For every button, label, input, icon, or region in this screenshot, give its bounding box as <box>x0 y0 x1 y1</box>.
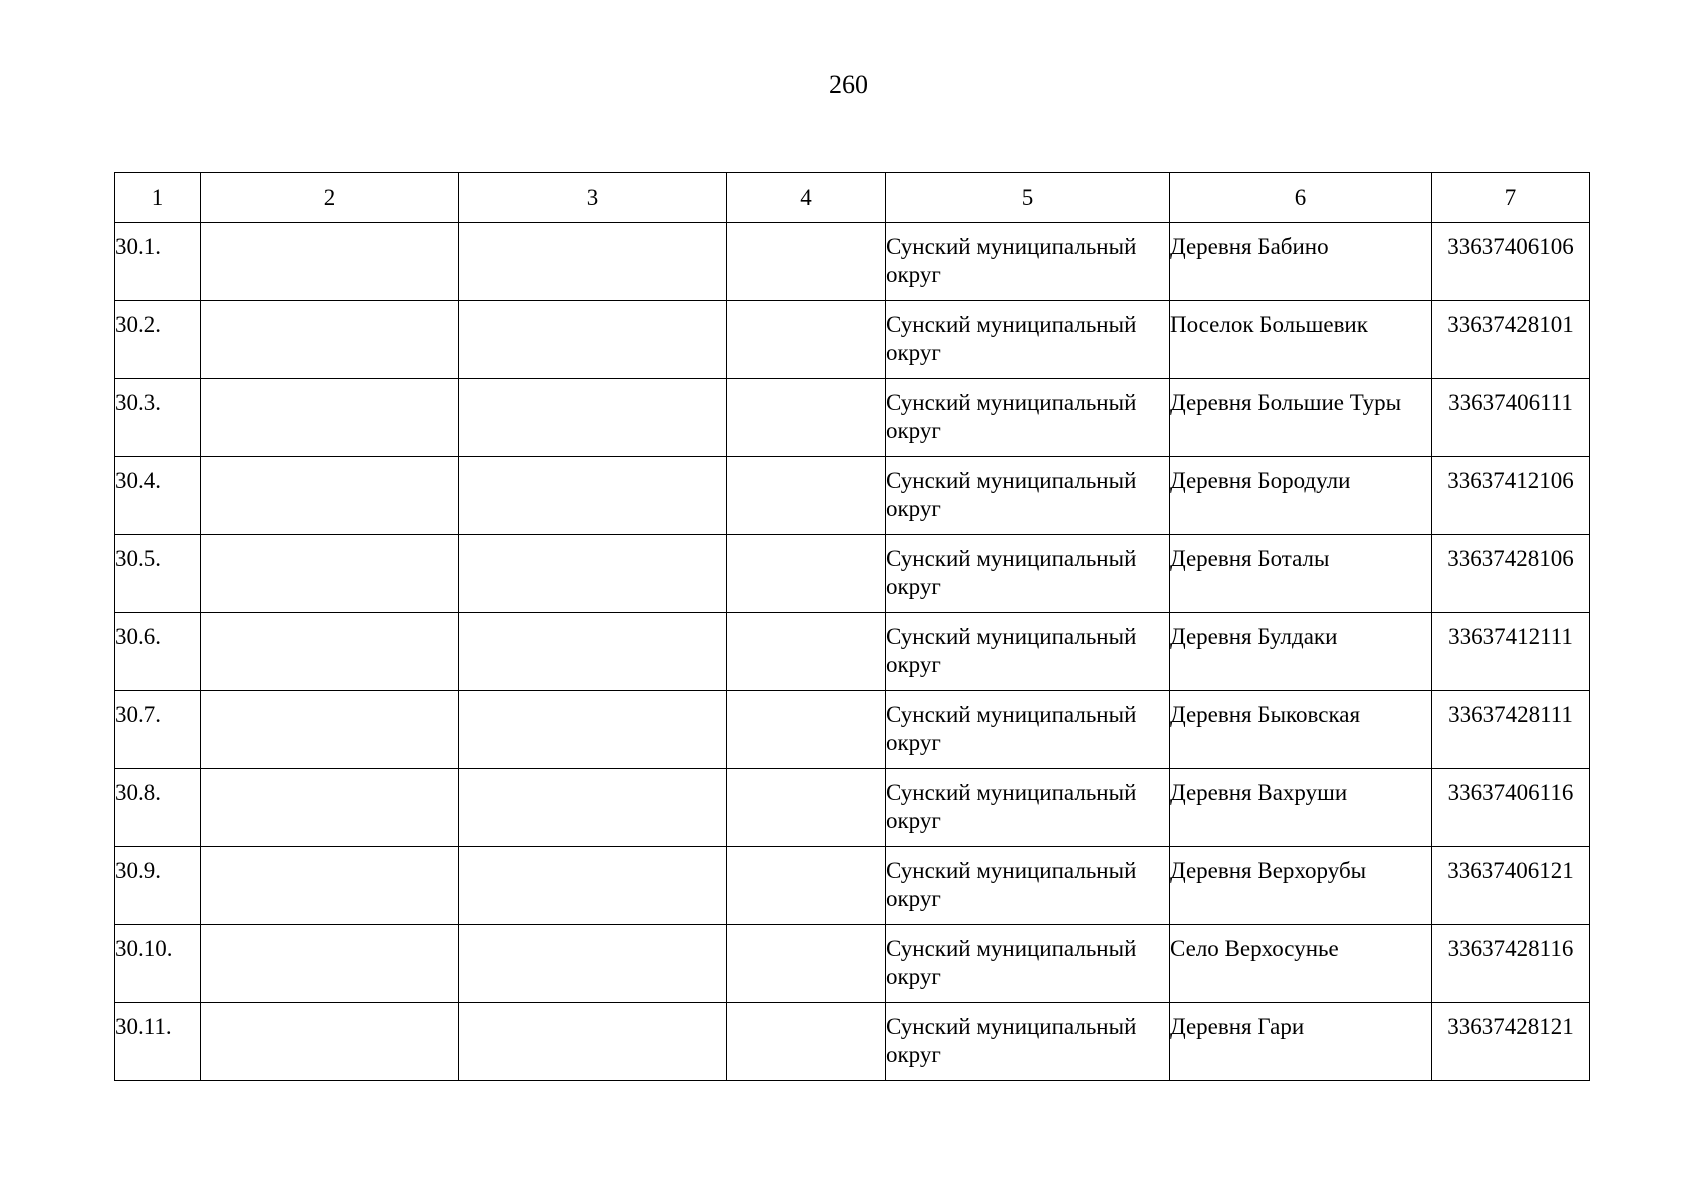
empty-cell-2 <box>201 925 459 1003</box>
header-cell-4: 4 <box>727 173 886 223</box>
table-row <box>115 925 1590 1003</box>
row-number-cell: 30.5. <box>115 535 201 613</box>
empty-cell-2 <box>201 769 459 847</box>
settlement-cell: Деревня Бородули <box>1170 457 1432 535</box>
empty-cell-2 <box>201 613 459 691</box>
settlement-cell: Деревня Боталы <box>1170 535 1432 613</box>
empty-cell-4 <box>727 613 886 691</box>
district-cell: Сунский муниципальный округ <box>886 301 1170 379</box>
empty-cell-3 <box>459 613 727 691</box>
settlement-cell: Деревня Бабино <box>1170 223 1432 301</box>
code-cell: 33637428116 <box>1432 925 1590 1003</box>
empty-cell-3 <box>459 223 727 301</box>
empty-cell-3 <box>459 691 727 769</box>
empty-cell-4 <box>727 691 886 769</box>
row-number-cell: 30.3. <box>115 379 201 457</box>
settlement-cell: Деревня Вахруши <box>1170 769 1432 847</box>
district-cell: Сунский муниципальный округ <box>886 691 1170 769</box>
district-cell: Сунский муниципальный округ <box>886 223 1170 301</box>
empty-cell-2 <box>201 535 459 613</box>
district-cell: Сунский муниципальный округ <box>886 925 1170 1003</box>
empty-cell-3 <box>459 457 727 535</box>
table-row <box>115 457 1590 535</box>
table-row <box>115 847 1590 925</box>
table-row <box>115 769 1590 847</box>
settlement-cell: Деревня Большие Туры <box>1170 379 1432 457</box>
empty-cell-4 <box>727 1003 886 1081</box>
empty-cell-2 <box>201 457 459 535</box>
empty-cell-3 <box>459 535 727 613</box>
code-cell: 33637428106 <box>1432 535 1590 613</box>
empty-cell-3 <box>459 847 727 925</box>
settlement-cell: Деревня Верхорубы <box>1170 847 1432 925</box>
empty-cell-4 <box>727 301 886 379</box>
row-number-cell: 30.11. <box>115 1003 201 1081</box>
code-cell: 33637428111 <box>1432 691 1590 769</box>
empty-cell-2 <box>201 691 459 769</box>
table-row <box>115 691 1590 769</box>
table-row <box>115 613 1590 691</box>
settlement-cell: Деревня Гари <box>1170 1003 1432 1081</box>
empty-cell-4 <box>727 457 886 535</box>
empty-cell-2 <box>201 1003 459 1081</box>
code-cell: 33637406121 <box>1432 847 1590 925</box>
empty-cell-2 <box>201 379 459 457</box>
empty-cell-4 <box>727 769 886 847</box>
empty-cell-4 <box>727 379 886 457</box>
district-cell: Сунский муниципальный округ <box>886 535 1170 613</box>
row-number-cell: 30.9. <box>115 847 201 925</box>
empty-cell-4 <box>727 925 886 1003</box>
district-cell: Сунский муниципальный округ <box>886 1003 1170 1081</box>
table-row <box>115 535 1590 613</box>
empty-cell-2 <box>201 301 459 379</box>
district-cell: Сунский муниципальный округ <box>886 613 1170 691</box>
page-number: 260 <box>829 70 868 99</box>
row-number-cell: 30.8. <box>115 769 201 847</box>
code-cell: 33637412106 <box>1432 457 1590 535</box>
district-cell: Сунский муниципальный округ <box>886 769 1170 847</box>
header-cell-2: 2 <box>201 173 459 223</box>
empty-cell-3 <box>459 379 727 457</box>
settlement-cell: Деревня Булдаки <box>1170 613 1432 691</box>
header-cell-1: 1 <box>115 173 201 223</box>
table-row <box>115 223 1590 301</box>
row-number-cell: 30.7. <box>115 691 201 769</box>
header-row <box>115 173 1590 223</box>
empty-cell-3 <box>459 1003 727 1081</box>
code-cell: 33637406111 <box>1432 379 1590 457</box>
settlement-cell: Деревня Быковская <box>1170 691 1432 769</box>
header-cell-6: 6 <box>1170 173 1432 223</box>
header-cell-3: 3 <box>459 173 727 223</box>
empty-cell-2 <box>201 223 459 301</box>
district-cell: Сунский муниципальный округ <box>886 847 1170 925</box>
district-cell: Сунский муниципальный округ <box>886 379 1170 457</box>
settlement-cell: Село Верхосунье <box>1170 925 1432 1003</box>
header-cell-7: 7 <box>1432 173 1590 223</box>
table-row <box>115 379 1590 457</box>
row-number-cell: 30.10. <box>115 925 201 1003</box>
code-cell: 33637428101 <box>1432 301 1590 379</box>
row-number-cell: 30.6. <box>115 613 201 691</box>
settlement-cell: Поселок Большевик <box>1170 301 1432 379</box>
code-cell: 33637406116 <box>1432 769 1590 847</box>
table-row <box>115 301 1590 379</box>
row-number-cell: 30.2. <box>115 301 201 379</box>
empty-cell-4 <box>727 223 886 301</box>
table-row <box>115 1003 1590 1081</box>
header-cell-5: 5 <box>886 173 1170 223</box>
district-cell: Сунский муниципальный округ <box>886 457 1170 535</box>
empty-cell-3 <box>459 301 727 379</box>
empty-cell-4 <box>727 535 886 613</box>
empty-cell-3 <box>459 925 727 1003</box>
row-number-cell: 30.1. <box>115 223 201 301</box>
code-cell: 33637412111 <box>1432 613 1590 691</box>
code-cell: 33637428121 <box>1432 1003 1590 1081</box>
row-number-cell: 30.4. <box>115 457 201 535</box>
empty-cell-3 <box>459 769 727 847</box>
empty-cell-4 <box>727 847 886 925</box>
code-cell: 33637406106 <box>1432 223 1590 301</box>
settlements-table <box>114 172 1590 1081</box>
empty-cell-2 <box>201 847 459 925</box>
